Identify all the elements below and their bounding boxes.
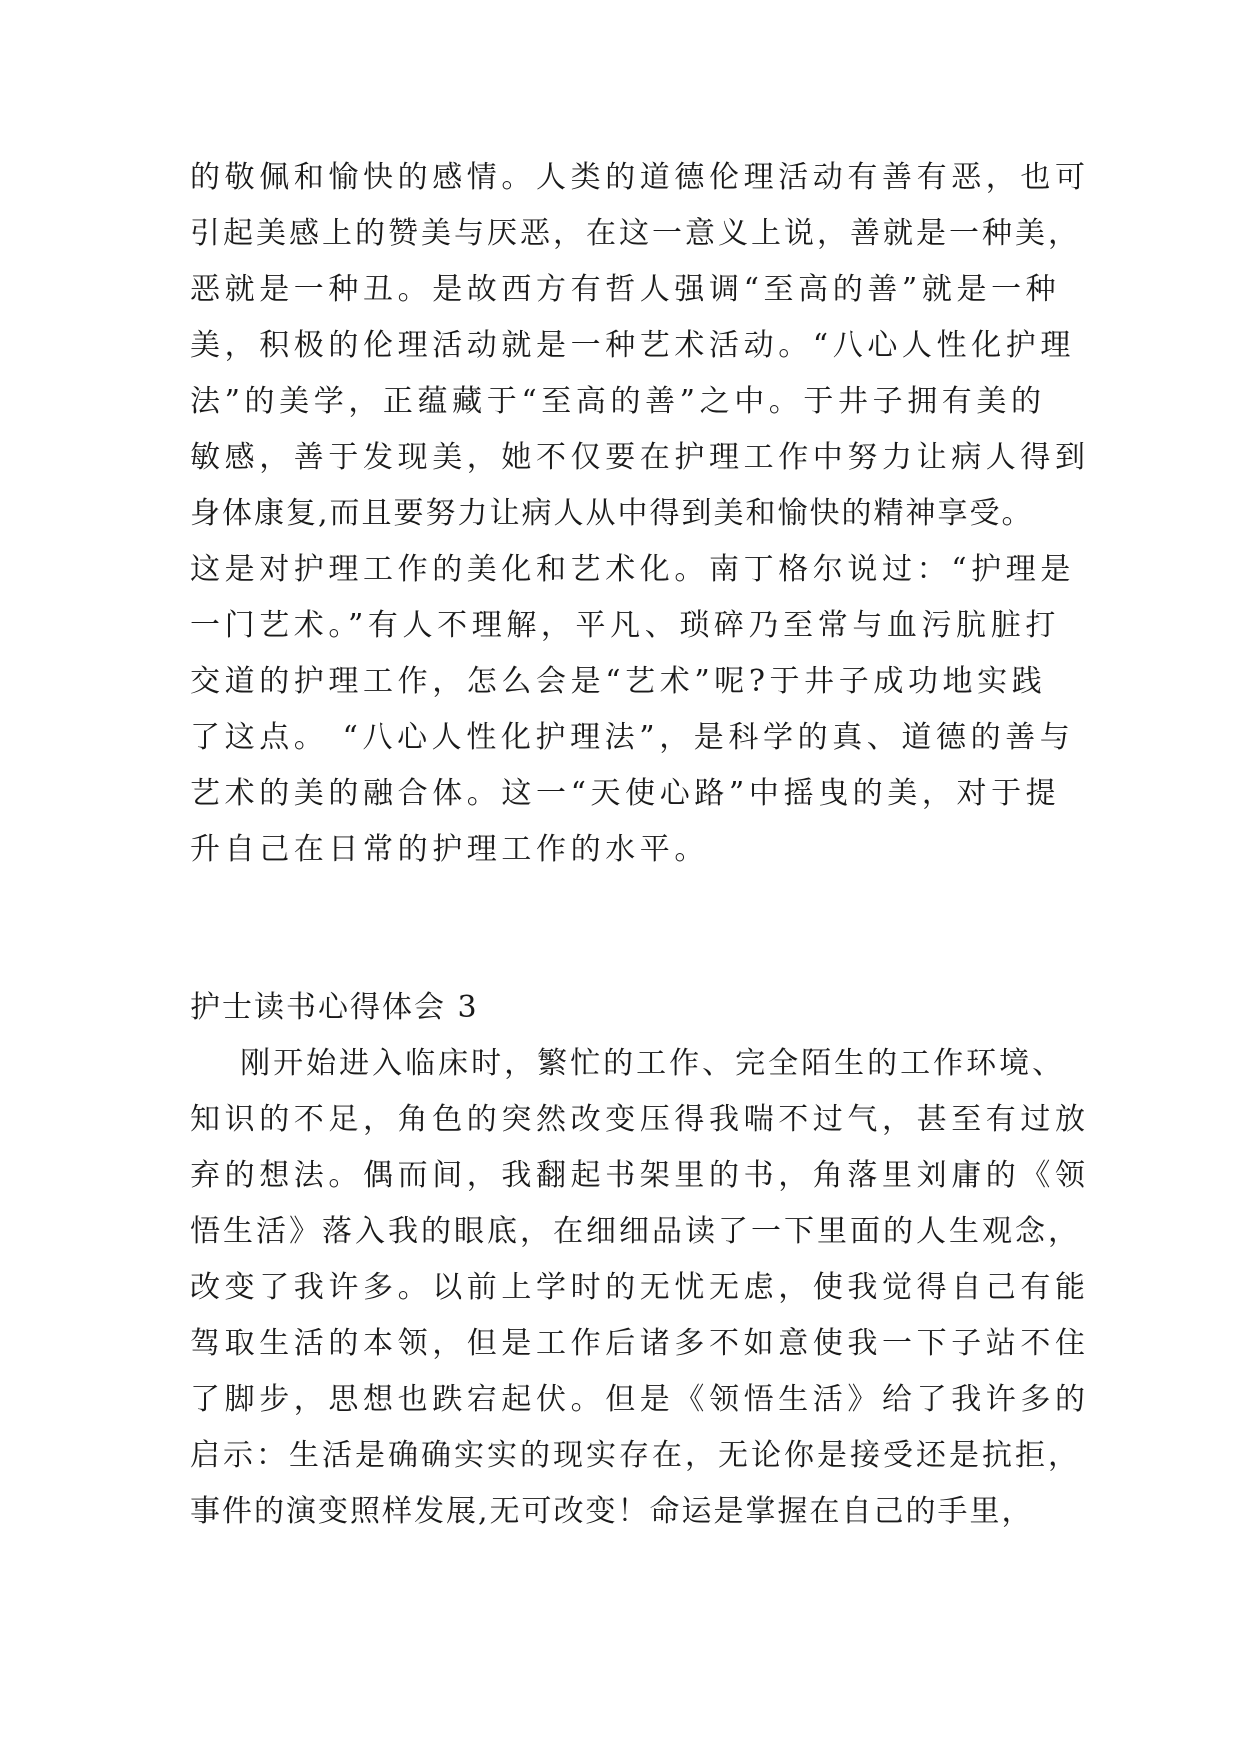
paragraph-line: 艺术的美的融合体。这一“天使心路”中摇曳的美，对于提 — [190, 776, 1061, 811]
paragraph-line: 了这点。 “八心人性化护理法”，是科学的真、道德的善与 — [190, 720, 1075, 755]
paragraph-line: 一门艺术。”有人不理解，平凡、琐碎乃至常与血污肮脏打 — [190, 608, 1060, 643]
paragraph-line: 法”的美学，正蕴藏于“至高的善”之中。于井子拥有美的 — [190, 384, 1046, 419]
paragraph-line: 弃的想法。偶而间，我翻起书架里的书，角落里刘庸的《领 — [190, 1158, 1090, 1193]
paragraph-line: 事件的演变照样发展,无可改变！命运是掌握在自己的手里， — [190, 1494, 1034, 1529]
paragraph-line: 美，积极的伦理活动就是一种艺术活动。“八心人性化护理 — [190, 328, 1075, 363]
paragraph-line: 升自己在日常的护理工作的水平。 — [190, 832, 709, 867]
paragraph-line: 交道的护理工作，怎么会是“艺术”呢?于井子成功地实践 — [190, 664, 1047, 699]
paragraph-line: 知识的不足，角色的突然改变压得我喘不过气，甚至有过放 — [190, 1102, 1090, 1137]
paragraph-line: 启示：生活是确确实实的现实存在，无论你是接受还是抗拒， — [190, 1438, 1081, 1473]
paragraph-line: 驾取生活的本领，但是工作后诸多不如意使我一下子站不住 — [190, 1326, 1090, 1361]
paragraph-line: 引起美感上的赞美与厌恶，在这一意义上说，善就是一种美， — [190, 216, 1081, 251]
paragraph-line: 悟生活》落入我的眼底，在细细品读了一下里面的人生观念， — [190, 1214, 1081, 1249]
paragraph-line: 刚开始进入临床时，繁忙的工作、完全陌生的工作环境、 — [190, 1046, 1066, 1081]
paragraph-line: 恶就是一种丑。是故西方有哲人强调“至高的善”就是一种 — [190, 272, 1061, 307]
paragraph-line: 了脚步，思想也跌宕起伏。但是《领悟生活》给了我许多的 — [190, 1382, 1090, 1417]
paragraph-line: 敏感，善于发现美，她不仅要在护理工作中努力让病人得到 — [190, 440, 1090, 475]
paragraph-line: 改变了我许多。以前上学时的无忧无虑，使我觉得自己有能 — [190, 1270, 1090, 1305]
paragraph-line: 的敬佩和愉快的感情。人类的道德伦理活动有善有恶，也可 — [190, 160, 1090, 195]
paragraph-line: 这是对护理工作的美化和艺术化。南丁格尔说过：“护理是 — [190, 552, 1075, 587]
paragraph-line: 身体康复,而且要努力让病人从中得到美和愉快的精神享受。 — [190, 496, 1034, 531]
section-heading: 护士读书心得体会 3 — [190, 990, 479, 1025]
